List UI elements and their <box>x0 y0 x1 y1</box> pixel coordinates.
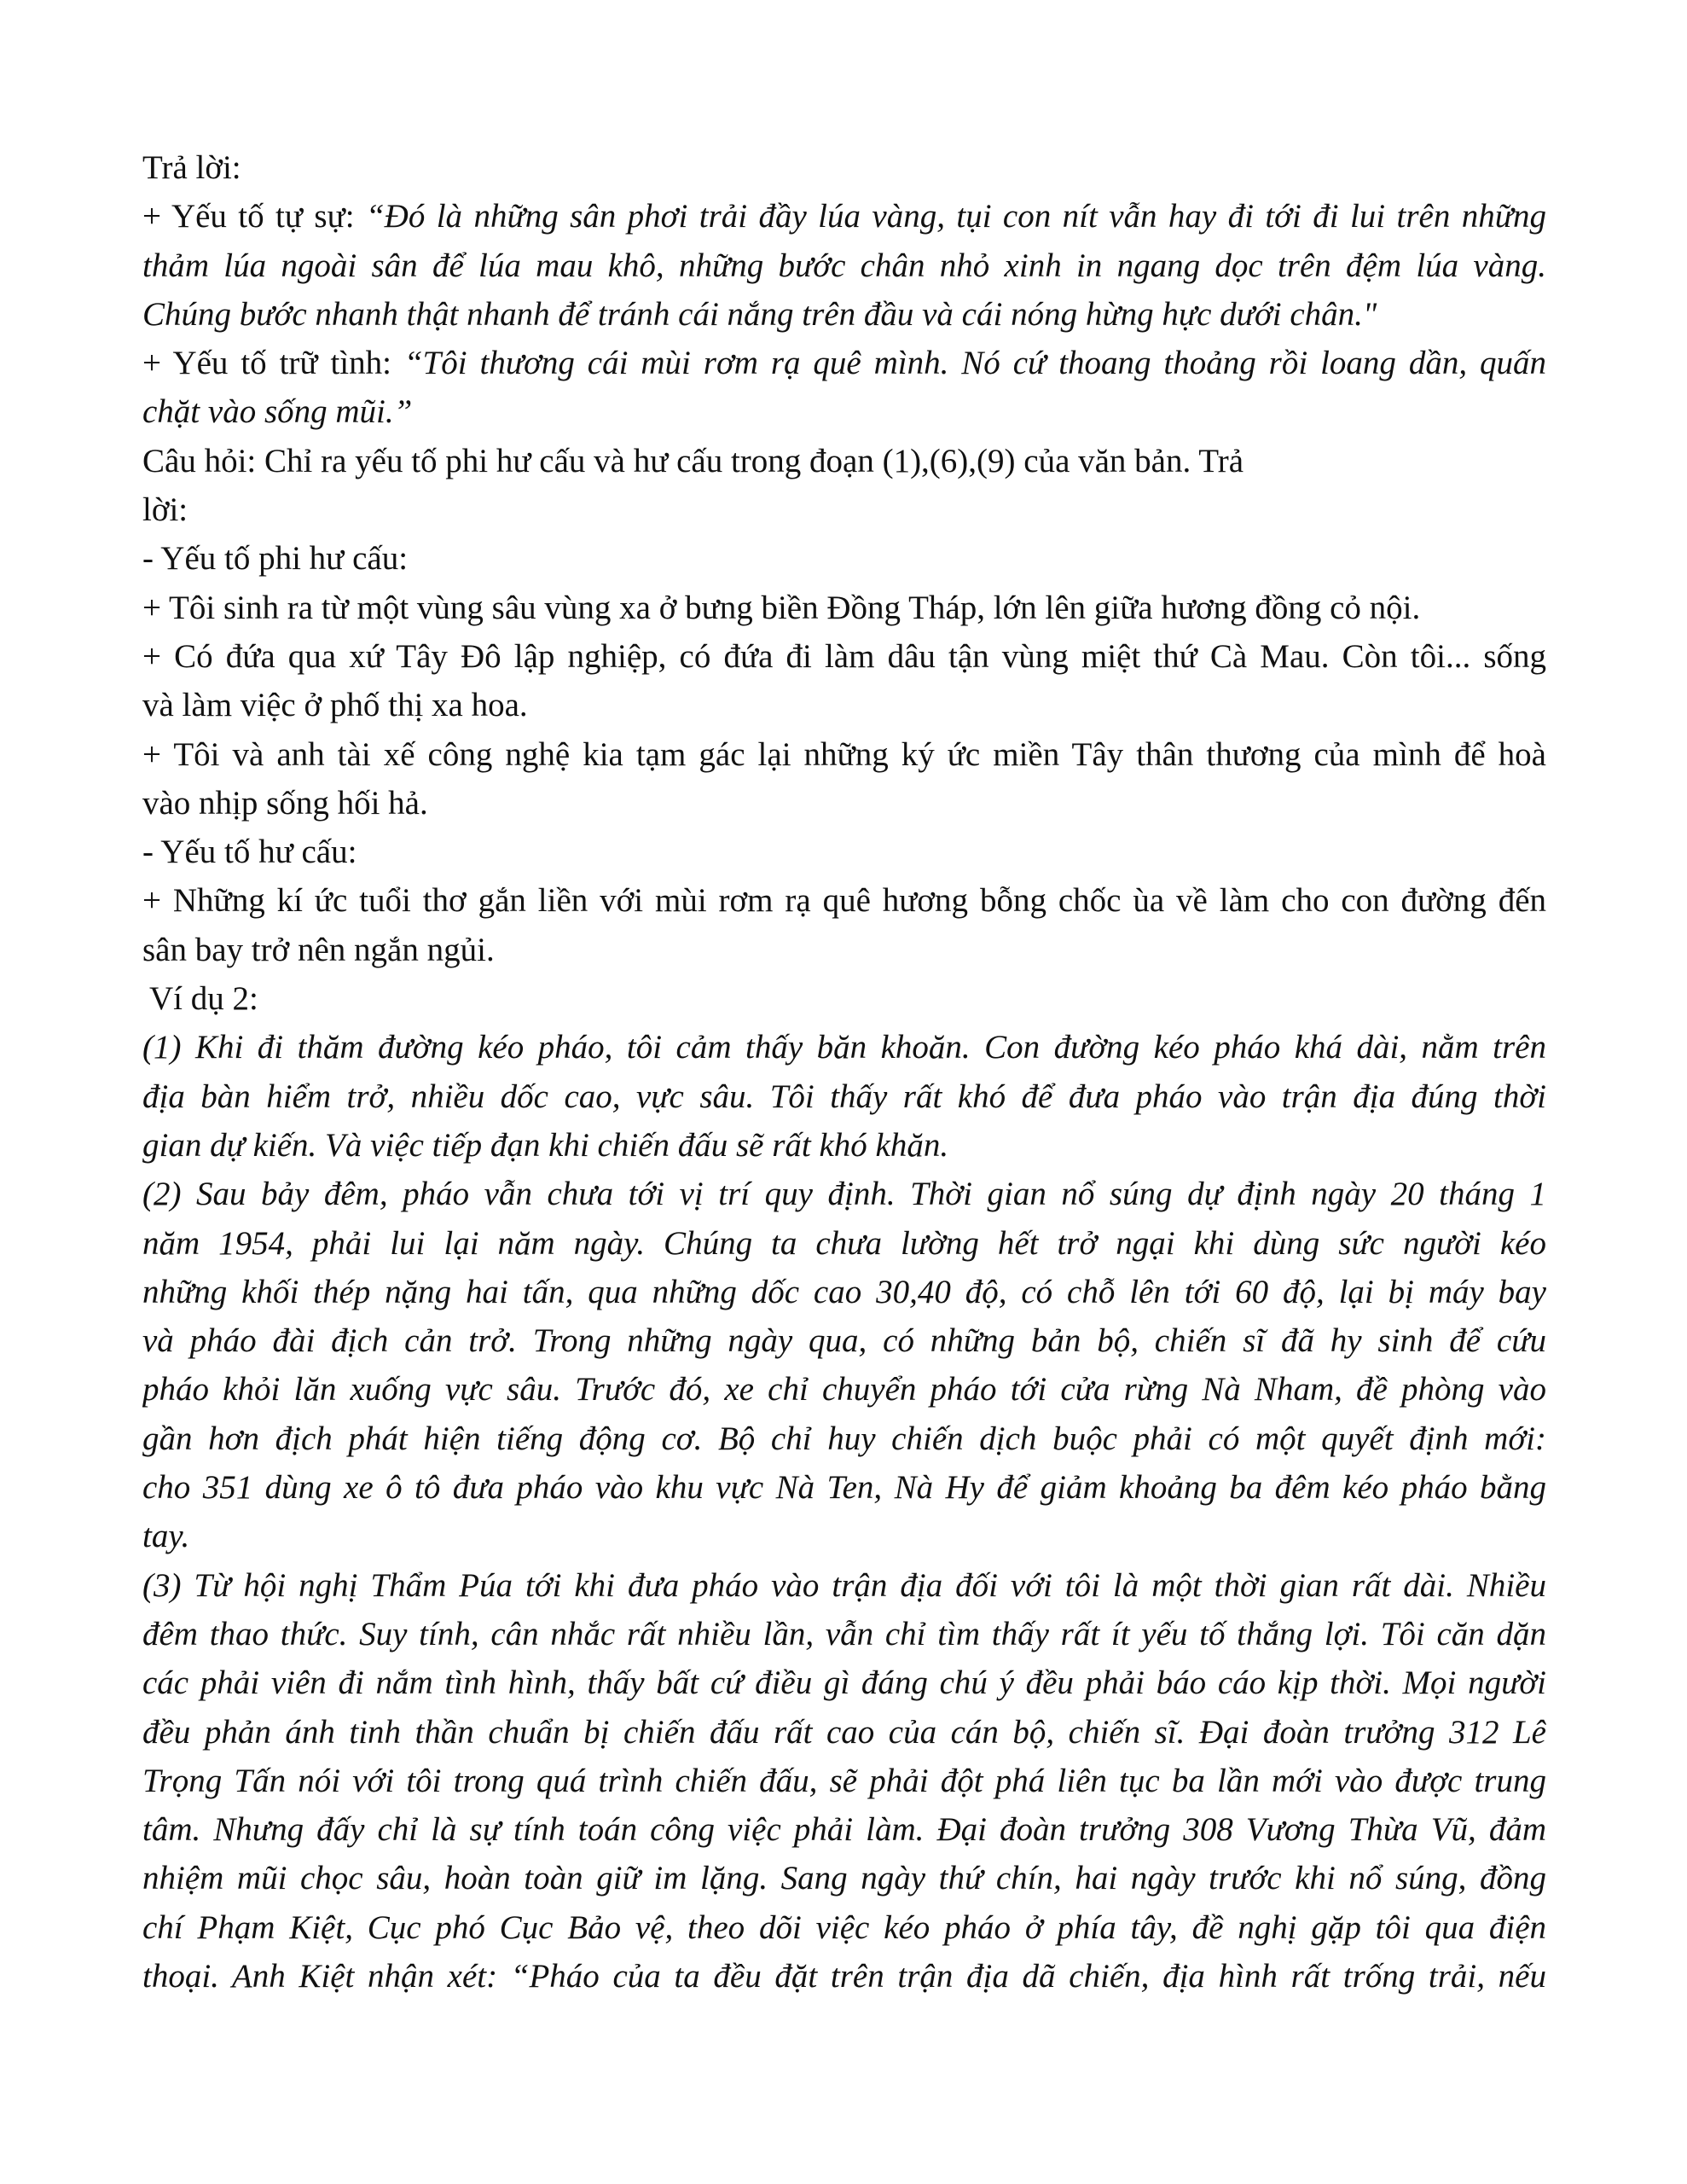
example2-line: các phải viên đi nắm tình hình, thấy bất cứ điều gì đáng chú ý đều phải báo cáo kịp thời. Mọi người <box>142 1664 1546 1702</box>
lyrical-quote-line: chặt vào sống mũi.” <box>142 393 413 431</box>
lyrical-label: + Yếu tố trữ tình: <box>142 345 404 382</box>
question-line: Câu hỏi: Chỉ ra yếu tố phi hư cấu và hư cấu trong đoạn (1),(6),(9) của văn bản. Trả <box>142 442 1244 479</box>
lyrical-line <box>142 339 1546 387</box>
nonfiction-line: vào nhịp sống hối hả. <box>142 784 428 822</box>
example2-line: thoại. Anh Kiệt nhận xét: “Pháo của ta đều đặt trên trận địa dã chiến, địa hình rất trống trải, nếu <box>142 1957 1546 1995</box>
nonfiction-heading: - Yếu tố phi hư cấu: <box>142 540 409 578</box>
example2-line: pháo khỏi lăn xuống vực sâu. Trước đó, xe chỉ chuyển pháo tới cửa rừng Nà Nham, đề phòng vào <box>142 1371 1546 1409</box>
example2-line: và pháo đài địch cản trở. Trong những ngày qua, có những bản bộ, chiến sĩ đã hy sinh để cứu <box>142 1322 1546 1360</box>
example2-line: cho 351 dùng xe ô tô đưa pháo vào khu vực Nà Ten, Nà Hy để giảm khoảng ba đêm kéo pháo bằng <box>142 1469 1546 1507</box>
answer-heading: Trả lời: <box>142 149 241 186</box>
example2-line: chí Phạm Kiệt, Cục phó Cục Bảo vệ, theo dõi việc kéo pháo ở phía tây, đề nghị gặp tôi qua điện <box>142 1908 1546 1946</box>
question-line: lời: <box>142 491 188 529</box>
lyrical-quote: “Tôi thương cái mùi rơm rạ quê mình. Nó cứ thoang thoảng rồi loang dần, quấn <box>403 345 1546 382</box>
narrative-quote: “Đó là những sân phơi trải đầy lúa vàng, tụi con nít vẫn hay đi tới đi lui trên những <box>365 198 1546 235</box>
example2-line: đều phản ánh tinh thần chuẩn bị chiến đấu rất cao của cán bộ, chiến sĩ. Đại đoàn trưởng 312 Lê <box>142 1713 1546 1751</box>
example2-line: Trọng Tấn nói với tôi trong quá trình chiến đấu, sẽ phải đột phá liên tục ba lần mới vào được trung <box>142 1762 1546 1799</box>
nonfiction-line: + Tôi sinh ra từ một vùng sâu vùng xa ở bưng biền Đồng Tháp, lớn lên giữa hương đồng cỏ nội. <box>142 589 1421 626</box>
example2-line: gian dự kiến. Và việc tiếp đạn khi chiến đấu sẽ rất khó khăn. <box>142 1126 949 1164</box>
narrative-line <box>142 192 1546 241</box>
example2-line: năm 1954, phải lui lại năm ngày. Chúng ta chưa lường hết trở ngại khi dùng sức người kéo <box>142 1224 1546 1262</box>
example2-line: (2) Sau bảy đêm, pháo vẫn chưa tới vị trí quy định. Thời gian nổ súng dự định ngày 20 tháng 1 <box>142 1176 1546 1213</box>
example2-line: địa bàn hiểm trở, nhiều dốc cao, vực sâu. Tôi thấy rất khó để đưa pháo vào trận địa đúng thời <box>142 1077 1546 1115</box>
example2-line: gần hơn địch phát hiện tiếng động cơ. Bộ chỉ huy chiến dịch buộc phải có một quyết định mới: <box>142 1420 1546 1457</box>
example2-line: (3) Từ hội nghị Thẩm Púa tới khi đưa pháo vào trận địa đối với tôi là một thời gian rất dài. Nhiều <box>142 1566 1546 1604</box>
example2-line: tay. <box>142 1518 190 1555</box>
narrative-quote-line: Chúng bước nhanh thật nhanh để tránh cái nắng trên đầu và cái nóng hừng hực dưới chân." <box>142 295 1377 333</box>
example2-line: những khối thép nặng hai tấn, qua những dốc cao 30,40 độ, có chỗ lên tới 60 độ, lại bị máy bay <box>142 1273 1546 1310</box>
fiction-heading: - Yếu tố hư cấu: <box>142 834 357 871</box>
nonfiction-line: và làm việc ở phố thị xa hoa. <box>142 687 528 724</box>
nonfiction-line: + Có đứa qua xứ Tây Đô lập nghiệp, có đứa đi làm dâu tận vùng miệt thứ Cà Mau. Còn tôi... sống <box>142 637 1546 675</box>
example2-heading: Ví dụ 2: <box>149 980 258 1018</box>
example2-line: tâm. Nhưng đấy chỉ là sự tính toán công việc phải làm. Đại đoàn trưởng 308 Vương Thừa Vũ, đảm <box>142 1811 1546 1849</box>
narrative-label: + Yếu tố tự sự: <box>142 198 366 235</box>
example2-line: (1) Khi đi thăm đường kéo pháo, tôi cảm thấy băn khoăn. Con đường kéo pháo khá dài, nằm trên <box>142 1029 1546 1066</box>
nonfiction-line: + Tôi và anh tài xế công nghệ kia tạm gác lại những ký ức miền Tây thân thương của mình để hoà <box>142 735 1546 773</box>
example2-line: đêm thao thức. Suy tính, cân nhắc rất nhiều lần, vẫn chỉ tìm thấy rất ít yếu tố thắng lợi. Tôi căn dặn <box>142 1615 1546 1653</box>
example2-line: nhiệm mũi chọc sâu, hoàn toàn giữ im lặng. Sang ngày thứ chín, hai ngày trước khi nổ súng, đồng <box>142 1860 1546 1897</box>
document-page <box>142 143 1546 2001</box>
narrative-quote-line: thảm lúa ngoài sân để lúa mau khô, những bước chân nhỏ xinh in ngang dọc trên đệm lúa vàng. <box>142 247 1546 284</box>
fiction-line: sân bay trở nên ngắn ngủi. <box>142 931 495 968</box>
fiction-line: + Những kí ức tuổi thơ gắn liền với mùi rơm rạ quê hương bỗng chốc ùa về làm cho con đường đến <box>142 882 1546 920</box>
